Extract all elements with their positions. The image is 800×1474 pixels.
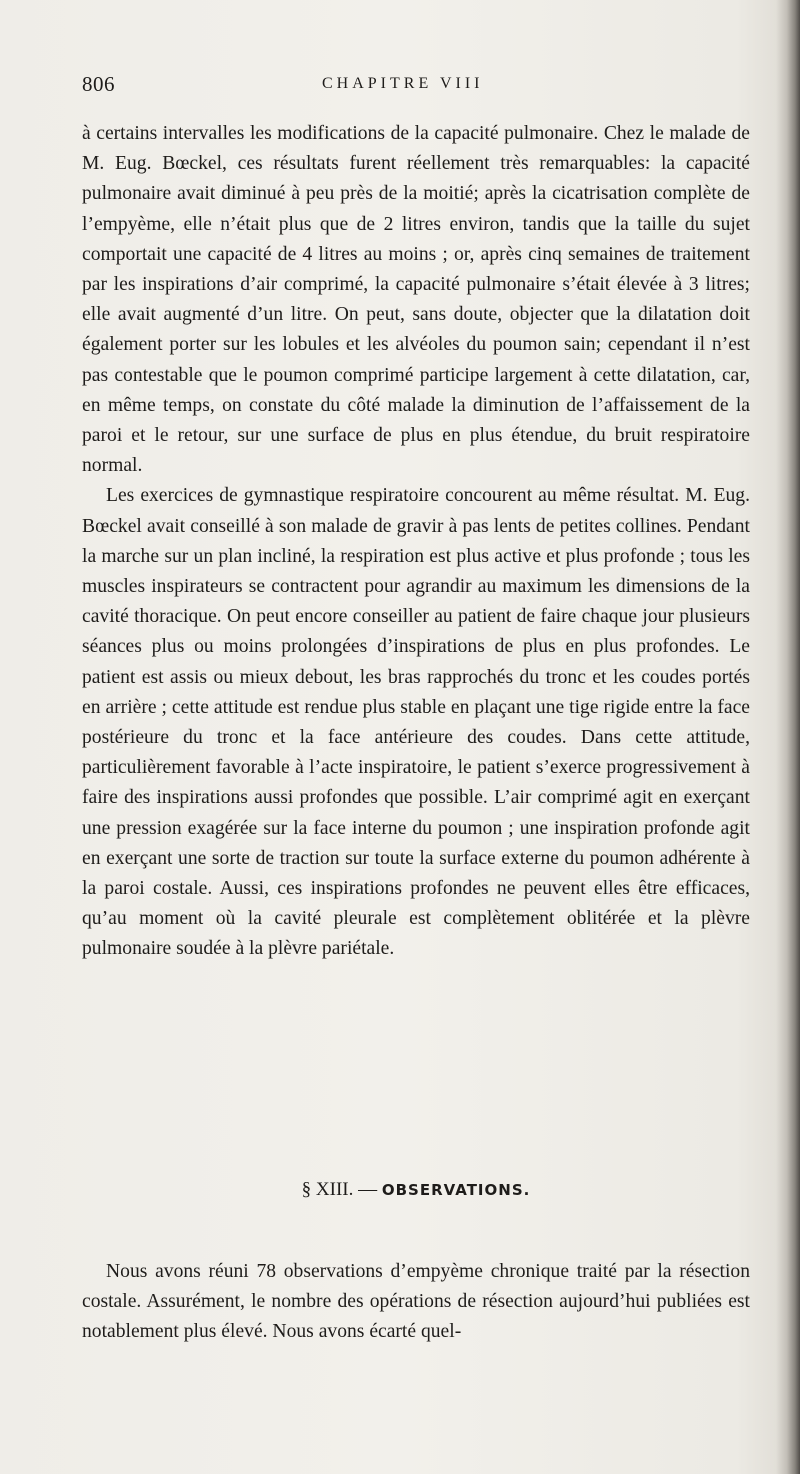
chapter-title: CHAPITRE VIII <box>322 75 484 92</box>
page-number: 806 <box>82 72 115 96</box>
section-text <box>82 1257 750 1348</box>
section-number: § XIII. — <box>301 1179 378 1200</box>
section-heading <box>82 1179 750 1201</box>
page-edge-shadow <box>776 0 800 1474</box>
paragraph-1: à certains intervalles les modifications de la capacité pulmonaire. Chez le malade de M. Eug. Bœckel, ces résultats furent réellement très remarquables: la capacité pulmonaire avait diminué à peu près de la moitié; après la cicatrisation complète de l’empyème, elle n’était plus que de 2 litres environ, tandis que la taille du sujet comportait une capacité de 4 litres au moins ; or, après cinq semaines de traitement par les inspirations d’air comprimé, la capacité pulmonaire s’était élevée à 3 litres; elle avait augmenté d’un litre. On peut, sans doute, objecter que la dilatation doit également porter sur les lobules et les alvéoles du poumon sain; cependant il n’est pas contestable que le poumon comprimé participe largement à cette dilatation, car, en même temps, on constate du côté malade la diminution de l’affaissement de la paroi et le retour, sur une surface de plus en plus étendue, du bruit respiratoire normal. <box>82 123 750 477</box>
paragraph-2: Les exercices de gymnastique respiratoire concourent au même résultat. M. Eug. Bœckel avait conseillé à son malade de gravir à pas lents de petites collines. Pendant la marche sur un plan incliné, la respiration est plus active et plus profonde ; tous les muscles inspirateurs se contractent pour agrandir au maximum les dimensions de la cavité thoracique. On peut encore conseiller au patient de faire chaque jour plusieurs séances plus ou moins prolongées d’inspirations de plus en plus profondes. Le patient est assis ou mieux debout, les bras rapprochés du tronc et les coudes portés en arrière ; cette attitude est rendue plus stable en plaçant une tige rigide entre la face postérieure du tronc et la face antérieure des coudes. Dans cette attitude, particulièrement favorable à l’acte inspiratoire, le patient s’exerce progressivement à faire des inspirations aussi profondes que possible. L’air comprimé agit en exerçant une pression exagérée sur la face interne du poumon ; une inspiration profonde agit en exerçant une sorte de traction sur toute la surface externe du poumon adhérente à la paroi costale. Aussi, ces inspirations profondes ne peuvent elles être efficaces, qu’au moment où la cavité pleurale est complètement oblitérée et la plèvre pulmonaire soudée à la plèvre pariétale. <box>82 485 750 960</box>
main-text <box>82 119 750 965</box>
section-title: OBSERVATIONS. <box>381 1181 531 1199</box>
section-paragraph-1: Nous avons réuni 78 observations d’empyème chronique traité par la résection costale. Assurément, le nombre des opérations de résection aujourd’hui publiées est notablement plus élevé. Nous avons écarté quel- <box>82 1261 750 1343</box>
running-head <box>82 72 752 102</box>
